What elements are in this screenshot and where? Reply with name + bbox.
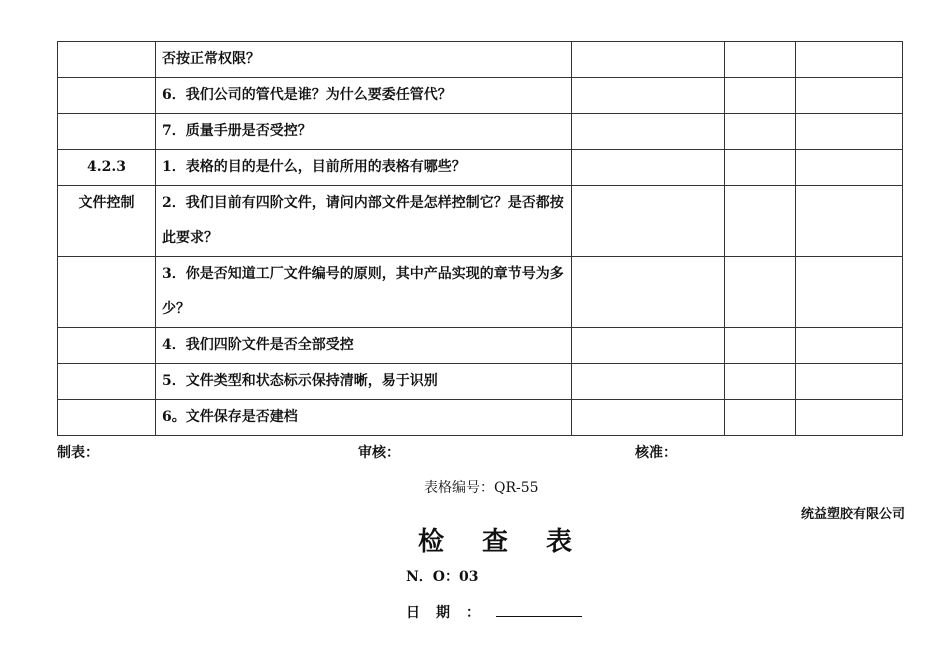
question-cell: 2．我们目前有四阶文件，请问内部文件是怎样控制它？是否都按此要求？ [156, 186, 572, 257]
clause-cell [58, 114, 156, 150]
table-row [58, 150, 903, 186]
question-cell: 1．表格的目的是什么，目前所用的表格有哪些？ [156, 150, 572, 186]
approved-by-label: 核准： [635, 445, 677, 461]
document-number: N．O：03 [406, 569, 479, 585]
table-row [58, 364, 903, 400]
remark-cell [796, 114, 903, 150]
question-cell: 否按正常权限？ [156, 42, 572, 78]
table-row [58, 328, 903, 364]
table-row [58, 42, 903, 78]
question-cell: 4．我们四阶文件是否全部受控 [156, 328, 572, 364]
remark-cell [796, 328, 903, 364]
form-number: 表格编号：QR-55 [424, 480, 539, 496]
result-cell [572, 186, 725, 257]
score-cell [725, 186, 796, 257]
score-cell [725, 42, 796, 78]
remark-cell [796, 78, 903, 114]
checklist-table [57, 41, 903, 436]
clause-cell [58, 42, 156, 78]
remark-cell [796, 257, 903, 328]
score-cell [725, 257, 796, 328]
score-cell [725, 328, 796, 364]
question-cell: 5．文件类型和状态标示保持清晰，易于识别 [156, 364, 572, 400]
question-cell: 6。文件保存是否建档 [156, 400, 572, 436]
question-cell: 7．质量手册是否受控？ [156, 114, 572, 150]
remark-cell [796, 186, 903, 257]
question-cell: 3．你是否知道工厂文件编号的原则，其中产品实现的章节号为多少？ [156, 257, 572, 328]
result-cell [572, 78, 725, 114]
result-cell [572, 364, 725, 400]
table-row [58, 114, 903, 150]
table-row [58, 78, 903, 114]
company-name: 统益塑胶有限公司 [800, 507, 905, 522]
remark-cell [796, 42, 903, 78]
table-row [58, 186, 903, 257]
date-blank-line [496, 602, 582, 617]
clause-cell: 文件控制 [58, 186, 156, 257]
score-cell [725, 78, 796, 114]
score-cell [725, 150, 796, 186]
clause-cell [58, 328, 156, 364]
date-field [406, 602, 582, 622]
remark-cell [796, 364, 903, 400]
clause-cell [58, 364, 156, 400]
table-row [58, 400, 903, 436]
page-title: 检查表 [418, 527, 611, 557]
date-label: 日期： [406, 605, 496, 621]
result-cell [572, 42, 725, 78]
remark-cell [796, 400, 903, 436]
result-cell [572, 400, 725, 436]
clause-cell: 4.2.3 [58, 150, 156, 186]
clause-cell [58, 400, 156, 436]
result-cell [572, 114, 725, 150]
score-cell [725, 400, 796, 436]
result-cell [572, 257, 725, 328]
table-row [58, 257, 903, 328]
result-cell [572, 328, 725, 364]
question-cell: 6．我们公司的管代是谁？为什么要委任管代？ [156, 78, 572, 114]
remark-cell [796, 150, 903, 186]
prepared-by-label: 制表： [57, 445, 99, 461]
clause-cell [58, 78, 156, 114]
score-cell [725, 114, 796, 150]
reviewed-by-label: 审核： [358, 445, 400, 461]
score-cell [725, 364, 796, 400]
result-cell [572, 150, 725, 186]
clause-cell [58, 257, 156, 328]
